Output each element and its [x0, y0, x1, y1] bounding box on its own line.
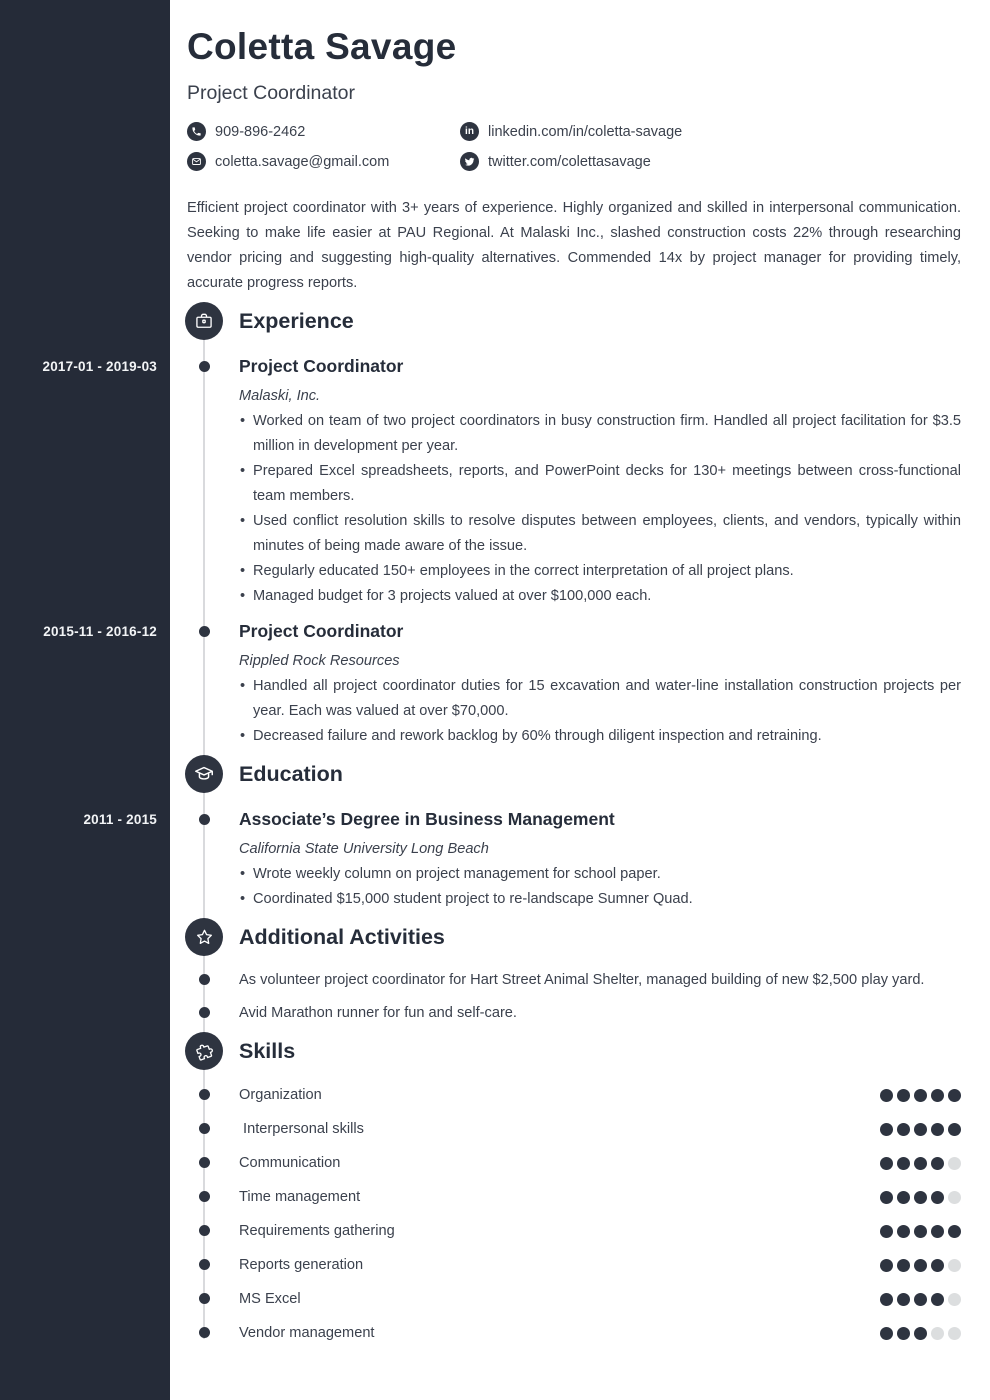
- skill-label: MS Excel: [239, 1291, 301, 1307]
- linkedin-url[interactable]: linkedin.com/in/coletta-savage: [488, 123, 683, 140]
- bullet-item: • Coordinated $15,000 student project to re-landscape Sumner Quad.: [239, 887, 961, 912]
- skill-rating-dot-filled: [897, 1225, 910, 1238]
- skill-rating-dot-filled: [914, 1327, 927, 1340]
- timeline-dot: [199, 1259, 210, 1270]
- skill-rating-dot-filled: [897, 1259, 910, 1272]
- skill-label: Time management: [239, 1189, 361, 1205]
- skill-rating-dot-filled: [931, 1225, 944, 1238]
- skill-rating-dot-empty: [948, 1191, 961, 1204]
- job1-company: Malaski, Inc.: [239, 388, 321, 404]
- skill-rating-dot-filled: [914, 1191, 927, 1204]
- skill-rating: [880, 1259, 961, 1272]
- skill-rating-dot-empty: [948, 1327, 961, 1340]
- skill-row: [239, 1248, 961, 1282]
- skill-row: [239, 1180, 961, 1214]
- job1-heading: [239, 356, 961, 377]
- skill-rating-dot-filled: [897, 1157, 910, 1170]
- timeline-dot: [199, 974, 210, 985]
- email-icon: [187, 152, 206, 171]
- skill-rating-dot-filled: [931, 1123, 944, 1136]
- skill-rating-dot-filled: [880, 1327, 893, 1340]
- twitter-icon: [460, 152, 479, 171]
- skill-rating-dot-filled: [948, 1123, 961, 1136]
- skill-rating-dot-filled: [897, 1293, 910, 1306]
- skill-rating-dot-empty: [931, 1327, 944, 1340]
- education-bullets: [239, 862, 961, 912]
- skill-rating: [880, 1157, 961, 1170]
- section-header-experience: [187, 302, 961, 340]
- skill-rating: [880, 1293, 961, 1306]
- skill-rating: [880, 1191, 961, 1204]
- timeline-dot: [199, 1327, 210, 1338]
- activity-text: As volunteer project coordinator for Hart Street Animal Shelter, managed building of new $2,500 play yard.: [239, 972, 925, 988]
- section-header-skills: [187, 1032, 961, 1070]
- skill-row: [239, 1146, 961, 1180]
- skill-rating-dot-filled: [914, 1123, 927, 1136]
- star-icon: [185, 918, 223, 956]
- job2-role: Project Coordinator: [239, 621, 404, 641]
- skill-rating-dot-filled: [880, 1259, 893, 1272]
- activities-list: [239, 971, 961, 1037]
- linkedin-icon: in: [460, 122, 479, 141]
- skill-rating-dot-empty: [948, 1293, 961, 1306]
- contact-email[interactable]: [187, 152, 460, 171]
- summary-text: Efficient project coordinator with 3+ years of experience. Highly organized and skilled in interpersonal communication. Seeking to make life easier at PAU Regional. At Malaski Inc., slashed construction costs 22% through researching vendor pricing and suggesting high-quality alternatives. Commended 14x by project manager for providing timely, accurate progress reports.: [187, 200, 961, 291]
- timeline-dot: [199, 1007, 210, 1018]
- bullet-item: • Wrote weekly column on project management for school paper.: [239, 862, 961, 887]
- skill-rating-dot-filled: [914, 1259, 927, 1272]
- activity-item: [239, 971, 961, 989]
- bullet-item: • Prepared Excel spreadsheets, reports, and PowerPoint decks for 130+ meetings between cross-functional team members.: [239, 459, 961, 509]
- section-title-education: Education: [239, 762, 343, 786]
- contact-linkedin[interactable]: [460, 122, 961, 141]
- bullet-item: • Worked on team of two project coordinators in busy construction firm. Handled all project facilitation for $3.5 million in development per year.: [239, 409, 961, 459]
- timeline-dot: [199, 626, 210, 637]
- section-title-experience: Experience: [239, 309, 354, 333]
- skill-rating: [880, 1225, 961, 1238]
- degree-title: Associate’s Degree in Business Management: [239, 809, 615, 829]
- bullet-item: • Handled all project coordinator duties for 15 excavation and water-line installation construction projects per year. Each was valued at over $70,000.: [239, 674, 961, 724]
- skill-rating-dot-filled: [931, 1259, 944, 1272]
- skill-row: [239, 1282, 961, 1316]
- education-heading: [239, 809, 961, 830]
- skill-rating-dot-filled: [880, 1089, 893, 1102]
- skill-rating-dot-filled: [931, 1157, 944, 1170]
- skill-row: [239, 1078, 961, 1112]
- job2-company: Rippled Rock Resources: [239, 653, 400, 669]
- skill-rating-dot-filled: [948, 1225, 961, 1238]
- skill-rating-dot-empty: [948, 1259, 961, 1272]
- twitter-url[interactable]: twitter.com/colettasavage: [488, 153, 651, 170]
- sidebar: [0, 0, 170, 1400]
- skill-row: [239, 1112, 961, 1146]
- skill-rating-dot-filled: [880, 1191, 893, 1204]
- skill-label: Reports generation: [239, 1257, 364, 1273]
- skill-row: [239, 1214, 961, 1248]
- skill-rating: [880, 1089, 961, 1102]
- skill-rating-dot-filled: [931, 1089, 944, 1102]
- timeline-dot: [199, 1225, 210, 1236]
- skill-rating-dot-filled: [897, 1191, 910, 1204]
- timeline-dot: [199, 1191, 210, 1202]
- skill-label: Requirements gathering: [239, 1223, 395, 1239]
- timeline-dot: [199, 814, 210, 825]
- skill-rating-dot-filled: [880, 1293, 893, 1306]
- skill-rating: [880, 1123, 961, 1136]
- education-date-range: 2011 - 2015: [83, 812, 157, 827]
- job1-bullets: [239, 409, 961, 609]
- skill-rating-dot-filled: [914, 1157, 927, 1170]
- skill-label: Vendor management: [239, 1325, 375, 1341]
- section-title-skills: Skills: [239, 1039, 296, 1063]
- contact-twitter[interactable]: [460, 152, 961, 171]
- timeline-dot: [199, 1157, 210, 1168]
- skill-rating-dot-filled: [914, 1225, 927, 1238]
- skill-label: Interpersonal skills: [239, 1121, 364, 1137]
- skill-rating-dot-filled: [931, 1191, 944, 1204]
- skill-rating-dot-empty: [948, 1157, 961, 1170]
- timeline-dot: [199, 1123, 210, 1134]
- job2-bullets: [239, 674, 961, 749]
- activity-item: [239, 1004, 961, 1022]
- skill-label: Communication: [239, 1155, 341, 1171]
- timeline-dot: [199, 1089, 210, 1100]
- person-name: Coletta Savage: [187, 26, 457, 67]
- skill-rating-dot-filled: [897, 1089, 910, 1102]
- skill-rating-dot-filled: [880, 1157, 893, 1170]
- skill-label: Organization: [239, 1087, 322, 1103]
- section-header-education: [187, 755, 961, 793]
- bullet-item: • Managed budget for 3 projects valued at over $100,000 each.: [239, 584, 961, 609]
- skill-rating-dot-filled: [880, 1225, 893, 1238]
- school-name: California State University Long Beach: [239, 841, 489, 857]
- graduation-cap-icon: [185, 755, 223, 793]
- skill-rating-dot-filled: [880, 1123, 893, 1136]
- skill-rating-dot-filled: [914, 1293, 927, 1306]
- skill-rating-dot-filled: [914, 1089, 927, 1102]
- contact-phone: [187, 122, 460, 141]
- section-title-activities: Additional Activities: [239, 925, 445, 949]
- skill-rating: [880, 1327, 961, 1340]
- activity-text: Avid Marathon runner for fun and self-care.: [239, 1005, 517, 1021]
- job1-role: Project Coordinator: [239, 356, 404, 376]
- skills-list: [239, 1078, 961, 1350]
- section-header-activities: [187, 918, 961, 956]
- bullet-item: • Regularly educated 150+ employees in the correct interpretation of all project plans.: [239, 559, 961, 584]
- phone-number: 909-896-2462: [215, 123, 306, 140]
- email-address[interactable]: coletta.savage@gmail.com: [215, 153, 390, 170]
- job2-heading: [239, 621, 961, 642]
- contact-info: [187, 122, 961, 171]
- puzzle-icon: [185, 1032, 223, 1070]
- bullet-item: • Decreased failure and rework backlog by 60% through diligent inspection and retraining.: [239, 724, 961, 749]
- briefcase-icon: [185, 302, 223, 340]
- skill-row: [239, 1316, 961, 1350]
- timeline-dot: [199, 1293, 210, 1304]
- timeline-dot: [199, 361, 210, 372]
- job1-date-range: 2017-01 - 2019-03: [42, 359, 157, 374]
- bullet-item: • Used conflict resolution skills to resolve disputes between employees, clients, and vendors, typically within minutes of being made aware of the issue.: [239, 509, 961, 559]
- job2-date-range: 2015-11 - 2016-12: [43, 624, 157, 639]
- skill-rating-dot-filled: [897, 1123, 910, 1136]
- skill-rating-dot-filled: [948, 1089, 961, 1102]
- main-content: [187, 0, 961, 1400]
- skill-rating-dot-filled: [931, 1293, 944, 1306]
- person-job-title: Project Coordinator: [187, 82, 355, 104]
- phone-icon: [187, 122, 206, 141]
- skill-rating-dot-filled: [897, 1327, 910, 1340]
